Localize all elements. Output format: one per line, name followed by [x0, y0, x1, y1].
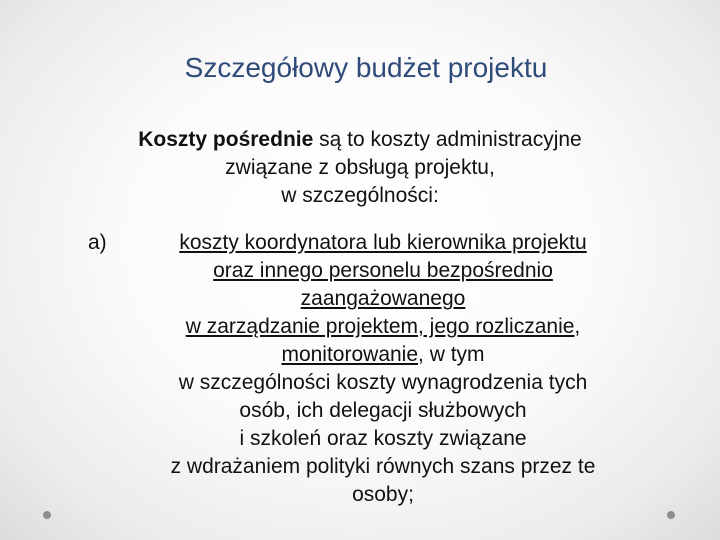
item-line-10: osoby; [352, 483, 414, 506]
item-line-7: osób, ich delegacji służbowych [239, 399, 527, 422]
list-marker-a: a) [88, 231, 107, 254]
intro-line-2: związane z obsługą projektu, [225, 156, 495, 179]
item-line-5 [88, 341, 678, 369]
item-line-8: i szkoleń oraz koszty związane [239, 427, 527, 450]
item-line-9: z wdrażaniem polityki równych szans przez te [170, 455, 596, 478]
item-line-5-rest: , w tym [418, 343, 485, 366]
list-item-a [88, 229, 678, 509]
slide-title: Szczegółowy budżet projektu [184, 52, 548, 83]
item-line-4 [88, 313, 678, 341]
intro-line-3: w szczególności: [281, 184, 439, 207]
decorative-dot-right [667, 511, 675, 519]
item-line-6: w szczególności koszty wynagrodzenia tych [178, 371, 588, 394]
intro-rest: są to koszty administracyjne [313, 128, 582, 151]
intro-paragraph [0, 126, 720, 210]
item-line-5-underlined: monitorowanie [281, 343, 419, 366]
item-line-3: zaangażowanego [300, 287, 466, 310]
item-line-1: koszty koordynatora lub kierownika projektu [179, 231, 587, 254]
intro-bold-term: Koszty pośrednie [138, 128, 314, 151]
item-line-2: oraz innego personelu bezpośrednio [213, 259, 553, 282]
item-line-4-rest: , [574, 315, 581, 338]
item-line-4-underlined: w zarządzanie projektem, jego rozliczanie [185, 315, 575, 338]
intro-line-1 [0, 126, 720, 154]
decorative-dot-left [43, 511, 51, 519]
